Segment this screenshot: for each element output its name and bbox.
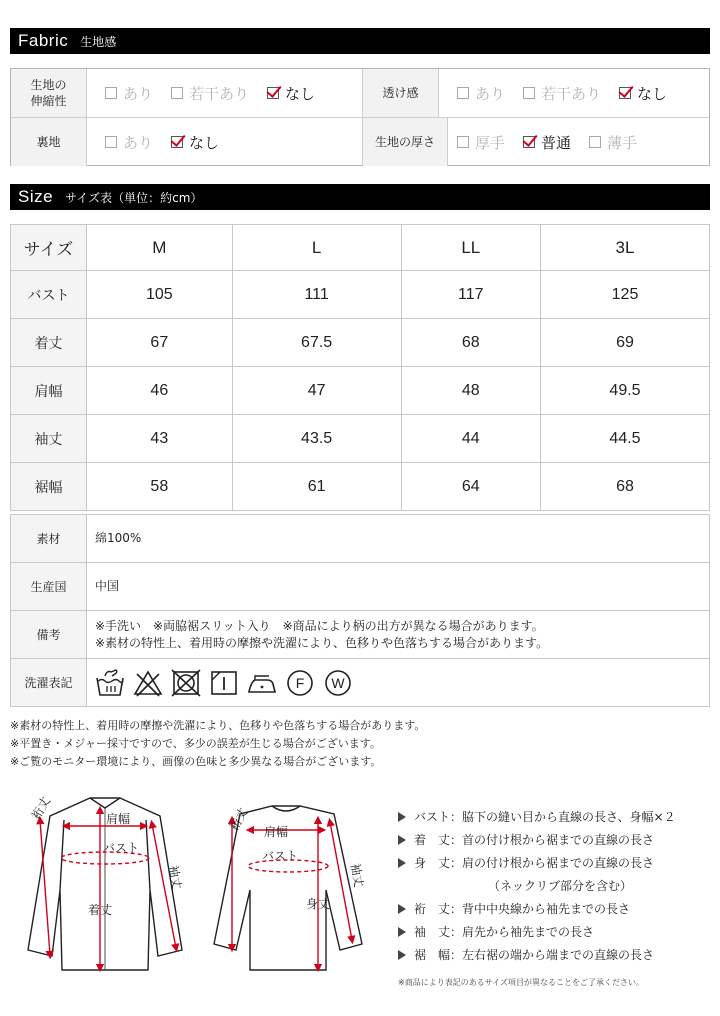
checked-checkbox-icon [619,87,631,99]
size-title-jp: サイズ表（単位：約cm） [65,190,203,205]
label-katahaba-right: 肩幅 [264,825,289,839]
thickness-label: 生地の厚さ [363,118,448,166]
sheer-option-nashi: なし [619,83,667,104]
legend-item: 裄 丈：背中中央線から袖先までの長さ [398,898,676,921]
triangle-bullet-icon [398,950,406,960]
table-cell: 64 [401,463,540,511]
fabric-title-en: Fabric [18,31,69,50]
label-mitake-right: 身丈 [306,897,331,911]
table-cell: 58 [87,463,233,511]
label-yuki-right: 裄丈 [226,805,251,834]
checked-checkbox-icon [523,136,535,148]
product-info-table [10,514,710,707]
legend-item: 袖 丈：肩先から袖先までの長さ [398,921,676,944]
size-col-ll: LL [401,225,540,271]
stretch-option-nashi: なし [267,83,315,104]
legend-item: 裾 幅：左右裾の端から端までの直線の長さ [398,944,676,967]
fabric-section-header [10,28,710,54]
fabric-row-1 [11,69,709,117]
size-title-en: Size [18,187,54,206]
table-cell: 43.5 [232,415,401,463]
table-cell: 105 [87,271,233,319]
table-row [11,367,710,415]
label-kitake-left: 着丈 [88,903,113,917]
measurement-diagram [0,780,400,980]
stretch-options [105,69,333,117]
care-letter-f: F [295,674,305,691]
left-garment-outline [28,798,182,970]
label-yuki-left: 裄丈 [28,794,54,823]
checked-checkbox-icon [171,136,183,148]
triangle-bullet-icon [398,812,406,822]
table-cell: 48 [401,367,540,415]
sheer-options [457,69,685,117]
checkbox-icon [105,87,117,99]
table-row [11,563,710,611]
table-cell: 46 [87,367,233,415]
sheer-option-jakkan: 若干あり [523,83,601,104]
thickness-option-usude: 薄手 [589,132,637,153]
note-line: ※平置き・メジャー採寸ですので、多少の誤差が生じる場合がございます。 [10,737,381,750]
table-cell: 111 [232,271,401,319]
table-cell: 49.5 [541,367,710,415]
fabric-title-jp: 生地感 [80,34,117,49]
sheer-label: 透け感 [363,69,439,117]
material-value: 綿100% [87,515,710,563]
stretch-label: 生地の 伸縮性 [11,69,87,117]
legend-item: 着 丈：首の付け根から裾までの直線の長さ [398,829,676,852]
footnote: ※商品により表記のあるサイズ項目が異なることをご了承ください。 [398,978,645,987]
fabric-row-2 [11,118,709,166]
sheer-option-ari: あり [457,83,505,104]
thickness-option-atsude: 厚手 [457,132,505,153]
note-line: ※ご覧のモニター環境により、画像の色味と多少異なる場合がございます。 [10,755,382,768]
size-col-3l: 3L [541,225,710,271]
table-cell: 47 [232,367,401,415]
care-letter-w: W [331,674,345,691]
row-label-bust: バスト [11,271,87,319]
care-label: 洗濯表記 [11,659,87,707]
legend-item: 身 丈：肩の付け根から裾までの直線の長さ [398,852,676,875]
size-col-m: M [87,225,233,271]
checkbox-icon [171,87,183,99]
line-dry-shade-icon [209,668,239,698]
care-symbols [87,659,710,707]
table-cell: 68 [401,319,540,367]
lining-label: 裏地 [11,118,87,166]
lining-option-ari: あり [105,132,153,153]
hand-wash-icon [95,668,125,698]
fabric-table [10,68,710,166]
no-bleach-icon [133,668,163,698]
yuki-arrow-left [40,820,50,955]
size-table [10,224,710,511]
thickness-option-futsu: 普通 [523,132,571,153]
table-cell: 44 [401,415,540,463]
stretch-option-jakkan: 若干あり [171,83,249,104]
size-col-l: L [232,225,401,271]
table-row [11,611,710,659]
label-sodetake-right: 袖丈 [348,862,366,889]
label-bust-right: バスト [262,849,299,863]
triangle-bullet-icon [398,927,406,937]
label-katahaba-left: 肩幅 [106,812,131,826]
disclaimer-notes [10,717,425,771]
table-cell: 125 [541,271,710,319]
table-cell: 67.5 [232,319,401,367]
checkbox-icon [105,136,117,148]
triangle-bullet-icon [398,858,406,868]
lining-options [105,118,237,166]
thickness-options [457,118,655,166]
triangle-bullet-icon [398,904,406,914]
table-row [11,659,710,707]
legend-item: バスト：脇下の縫い目から直線の長さ、身幅×２ [398,806,676,829]
checkbox-icon [457,136,469,148]
remarks-line-1: ※手洗い ※両脇裾スリット入り ※商品により柄の出方が異なる場合があります。 [95,618,544,633]
origin-label: 生産国 [11,563,87,611]
table-cell: 69 [541,319,710,367]
table-cell: 117 [401,271,540,319]
row-label-sleeve: 袖丈 [11,415,87,463]
material-label: 素材 [11,515,87,563]
table-cell: 44.5 [541,415,710,463]
remarks-line-2: ※素材の特性上、着用時の摩擦や洗濯により、色移りや色落ちする場合があります。 [95,635,549,650]
row-label-shoulder: 肩幅 [11,367,87,415]
size-section-header [10,184,710,210]
checkbox-icon [589,136,601,148]
table-cell: 61 [232,463,401,511]
row-label-length: 着丈 [11,319,87,367]
dry-clean-f-icon [285,668,315,698]
origin-value: 中国 [87,563,710,611]
checkbox-icon [523,87,535,99]
row-label-hem: 裾幅 [11,463,87,511]
table-cell: 67 [87,319,233,367]
checkbox-icon [457,87,469,99]
label-sodetake-left: 袖丈 [166,864,184,891]
measurement-legend [398,806,676,967]
triangle-bullet-icon [398,835,406,845]
wet-clean-w-icon [323,668,353,698]
table-row [11,463,710,511]
legend-item-sub: （ネックリブ部分を含む） [488,879,633,893]
stretch-option-ari: あり [105,83,153,104]
table-row [11,515,710,563]
checked-checkbox-icon [267,87,279,99]
table-cell: 43 [87,415,233,463]
size-header-label: サイズ [11,225,87,271]
table-row [11,271,710,319]
iron-low-icon [247,668,277,698]
table-cell: 68 [541,463,710,511]
label-bust-left: バスト [103,841,140,855]
table-row [11,319,710,367]
table-row [11,415,710,463]
remarks-label: 備考 [11,611,87,659]
lining-option-nashi: なし [171,132,219,153]
remarks-value [87,611,710,659]
no-tumble-dry-icon [171,668,201,698]
size-header-row [11,225,710,271]
note-line: ※素材の特性上、着用時の摩擦や洗濯により、色移りや色落ちする場合があります。 [10,719,426,732]
